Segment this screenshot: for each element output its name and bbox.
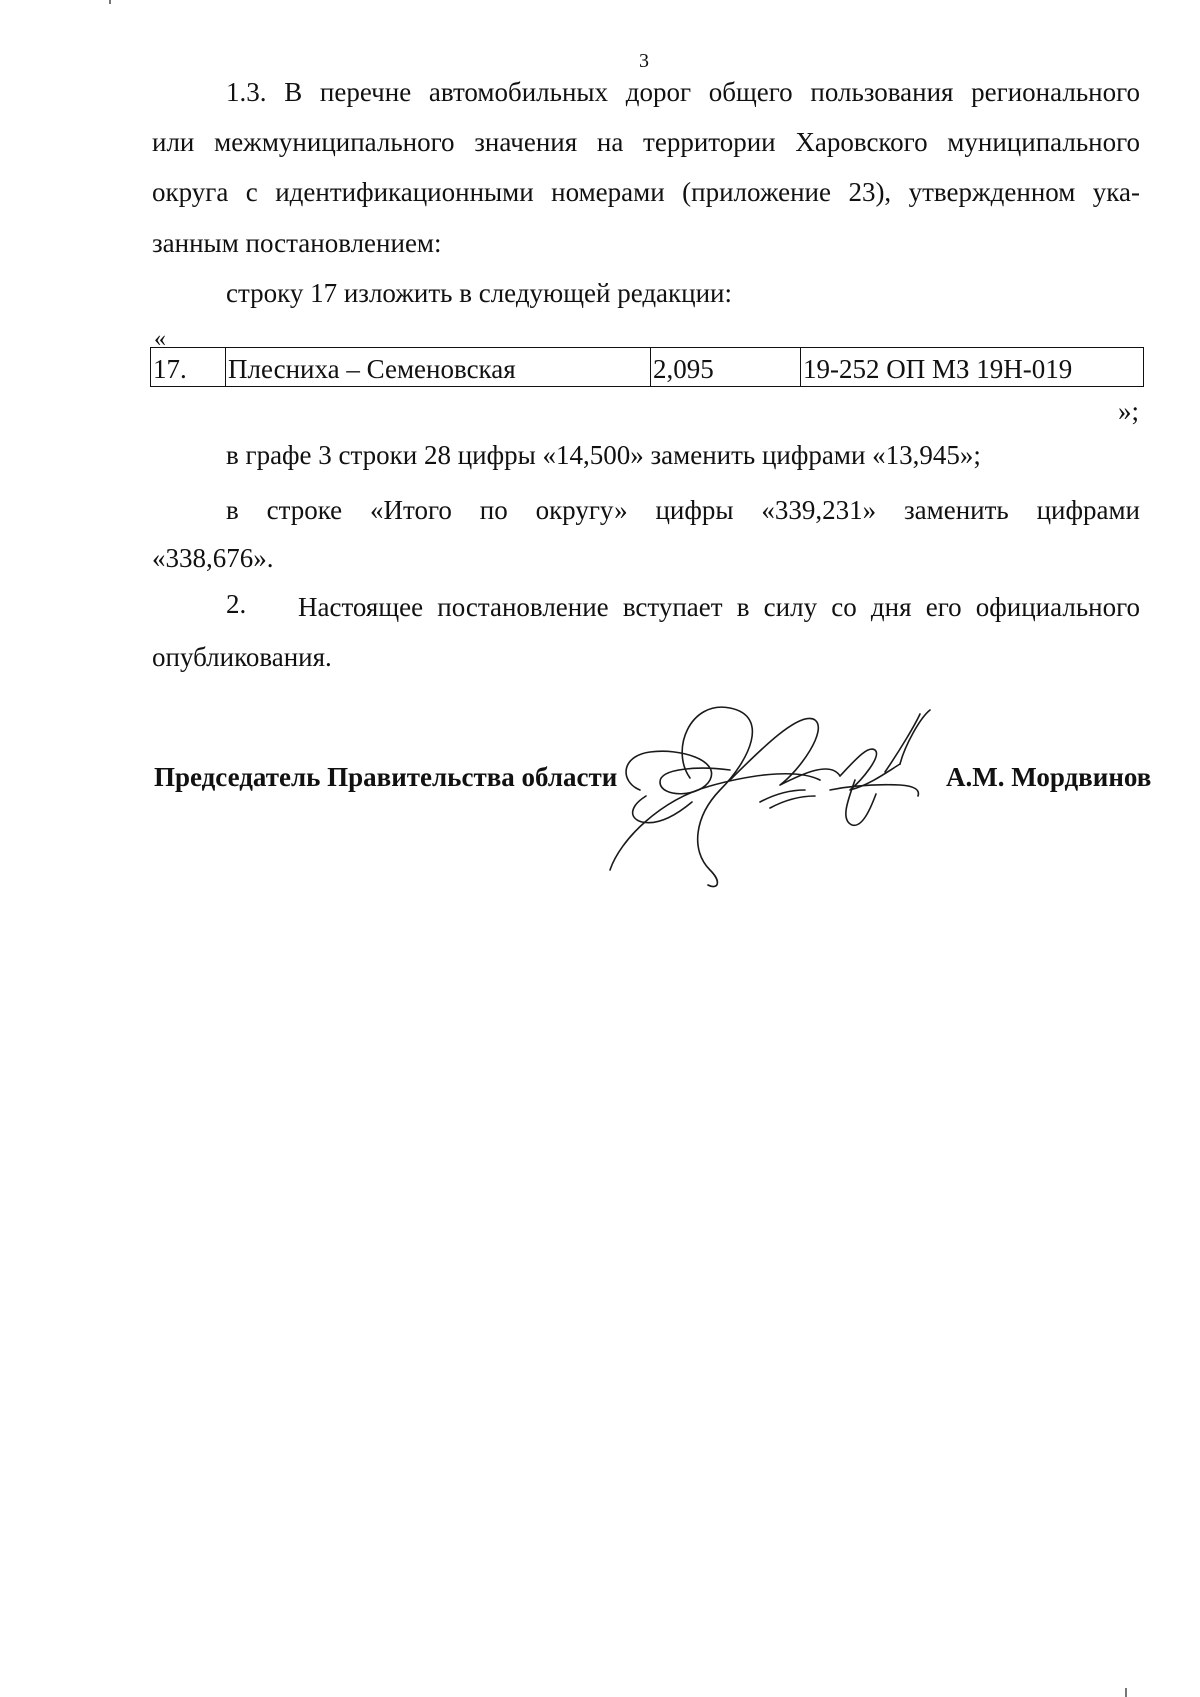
para-2-line-2: опубликования.	[152, 642, 332, 672]
scan-mark-top	[109, 0, 111, 4]
handwritten-signature	[600, 690, 960, 910]
cell-number: 17.	[151, 348, 226, 387]
open-quote: «	[154, 326, 166, 352]
table-row	[151, 348, 1144, 387]
para-1-3-line-4: занным постановлением:	[152, 228, 442, 258]
para-2-number: 2.	[226, 589, 247, 619]
close-quote: »;	[1118, 396, 1140, 426]
road-table-row	[150, 347, 1144, 387]
replace-total-line-2: «338,676».	[152, 543, 274, 573]
para-1-3-line-2: или межмуниципального значения на территории Харовского муниципального	[152, 127, 1140, 157]
signatory-position: Председатель Правительства области	[154, 762, 618, 792]
page-number: 3	[639, 50, 649, 72]
cell-road-name: Плесниха – Семеновская	[226, 348, 651, 387]
para-2-line-1: Настоящее постановление вступает в силу со дня его официального	[298, 592, 1140, 622]
scan-mark-bottom	[1125, 1688, 1127, 1697]
instruction-row-17: строку 17 изложить в следующей редакции:	[226, 278, 733, 308]
para-1-3-line-3: округа с идентификационными номерами (приложение 23), утвержденном ука-	[152, 177, 1140, 207]
para-1-3-line-1: 1.3. В перечне автомобильных дорог общего пользования регионального	[226, 77, 1140, 107]
cell-id-number: 19-252 ОП МЗ 19Н-019	[801, 348, 1144, 387]
replace-total-line-1: в строке «Итого по округу» цифры «339,231» заменить цифрами	[226, 495, 1140, 525]
cell-length: 2,095	[651, 348, 801, 387]
replace-row-28: в графе 3 строки 28 цифры «14,500» заменить цифрами «13,945»;	[226, 440, 981, 470]
signatory-name: А.М. Мордвинов	[946, 762, 1152, 792]
